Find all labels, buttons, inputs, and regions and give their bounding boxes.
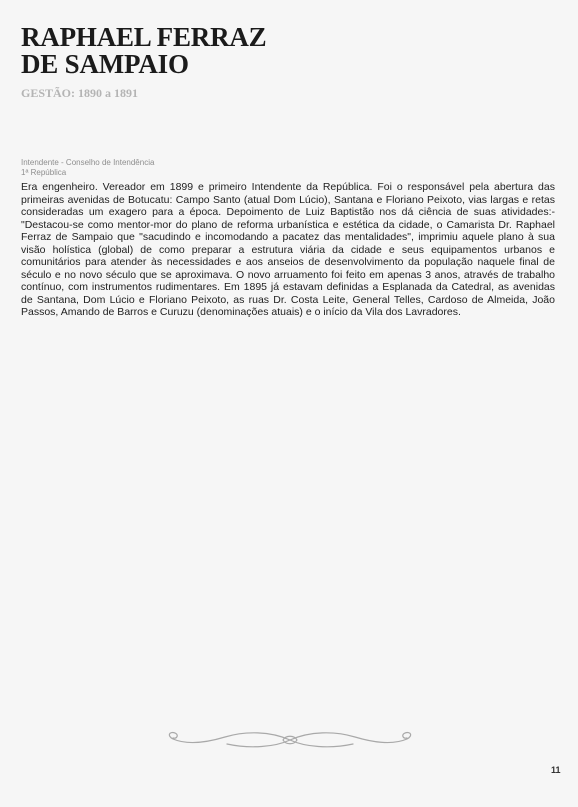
gestao-period: GESTÃO: 1890 a 1891 [21, 86, 139, 100]
person-name-line-2: DE SAMPAIO [21, 49, 189, 79]
person-name-heading [21, 24, 521, 78]
role-meta [21, 158, 154, 178]
flourish-ornament [165, 727, 415, 753]
person-name-line-1: RAPHAEL FERRAZ [21, 22, 267, 52]
biography-paragraph: Era engenheiro. Vereador em 1899 e primeiro Intendente da República. Foi o responsável pela abertura das primeiras avenidas de Botucatu: Campo Santo (atual Dom Lúcio), Santana e Floriano Peixoto, vias largas e retas consideradas um exagero para a época. Depoimento de Luiz Baptistão nos dá ciência de suas atividades:- "Destacou-se como mentor-mor do plano de reforma urbanística e estética da cidade, o Camarista Dr. Raphael Ferraz de Sampaio que "sacudindo e incomodando a pacatez das mentalidades", imprimiu aquele plano à sua visão holística (global) de como preparar a estrutura viária da cidade e seus equipamentos urbanos e comunitários para atender às necessidades e aos anseios de desenvolvimento da população naquele final de século e no novo século que se aproximava. O novo arruamento foi feito em apenas 3 anos, através de trabalho contínuo, com instrumentos rudimentares. Em 1895 já estavam definidas a Esplanada da Catedral, as avenidas de Santana, Dom Lúcio e Floriano Peixoto, as ruas Dr. Costa Leite, General Telles, Cardoso de Almeida, João Passos, Amando de Barros e Curuzu (denominações atuais) e o início da Vila dos Lavradores. [21, 181, 555, 318]
role-title: Intendente - Conselho de Intendência [21, 158, 155, 167]
page-number: 11 [551, 765, 561, 775]
republic-period: 1ª República [21, 168, 67, 177]
